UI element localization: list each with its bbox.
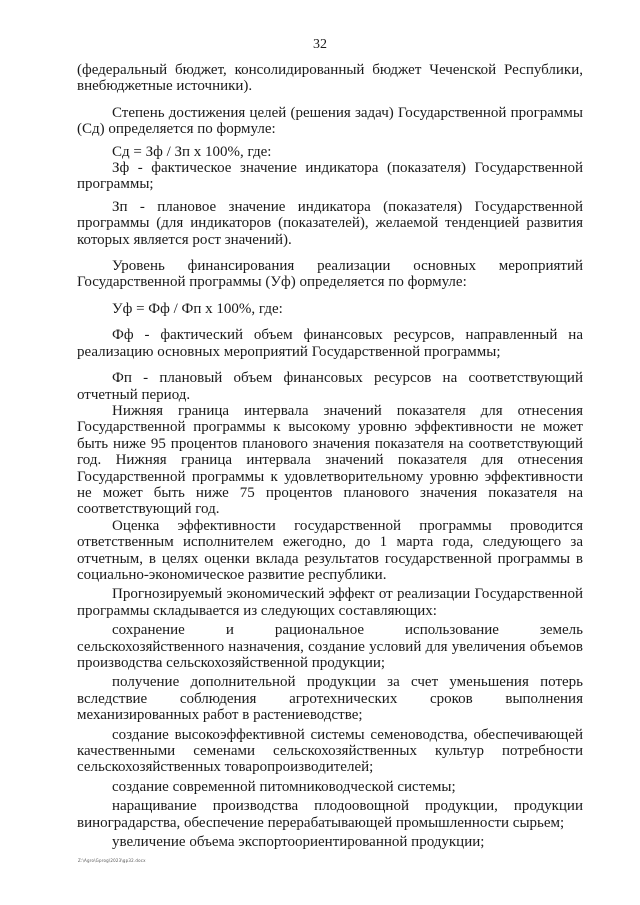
- paragraph-funding-level: Уровень финансирования реализации основных мероприятий Государственной программы (Уф) определяется по формуле:: [77, 258, 583, 291]
- page-number: 32: [313, 37, 327, 52]
- footer-file-path: Z:\Agro\Gprog\2023\gp32.docx: [78, 858, 146, 863]
- paragraph-goal-achievement: Степень достижения целей (решения задач) Государственной программы (Сд) определяется по формуле:: [77, 104, 583, 138]
- formula-sd: Сд = Зф / Зп х 100%, где:: [112, 143, 272, 160]
- formula-uf: Уф = Фф / Фп х 100%, где:: [112, 300, 283, 317]
- paragraph-evaluation: Оценка эффективности государственной программы проводится ответственным исполнителем ежегодно, до 1 марта года, следующего за отчетным, в целях оценки вклада результатов государственной программы в социально-экономическое развитие республики.: [77, 517, 583, 583]
- definition-zf: Зф - фактическое значение индикатора (показателя) Государственной программы;: [77, 160, 583, 193]
- list-item-export-growth: увеличение объема экспортоориентированной продукции;: [112, 834, 485, 851]
- document-body: [77, 62, 583, 850]
- list-item-seed-system: создание высокоэффективной системы семеноводства, обеспечивающей качественными семенами сельскохозяйственных культур потребности сельскохозяйственных товаропроизводителей;: [77, 726, 583, 776]
- list-item-nursery-system: создание современной питомниководческой системы;: [112, 778, 456, 795]
- definition-zp: Зп - плановое значение индикатора (показателя) Государственной программы (для индикаторов (показателей), желаемой тенденцией развития которых является рост значений).: [77, 198, 583, 248]
- paragraph-expected-effect: Прогнозируемый экономический эффект от реализации Государственной программы складывается из следующих составляющих:: [77, 586, 583, 619]
- list-item-fruit-vegetable-production: наращивание производства плодоовощной продукции, продукции виноградарства, обеспечение перерабатывающей промышленности сырьем;: [77, 798, 583, 831]
- definition-ff: Фф - фактический объем финансовых ресурсов, направленный на реализацию основных мероприятий Государственной программы;: [77, 327, 583, 360]
- paragraph-funding-sources: (федеральный бюджет, консолидированный бюджет Чеченской Республики, внебюджетные источники).: [77, 62, 583, 95]
- list-item-additional-production: получение дополнительной продукции за счет уменьшения потерь вследствие соблюдения агротехнических сроков выполнения механизированных работ в растениеводстве;: [77, 674, 583, 724]
- paragraph-efficiency-thresholds: Нижняя граница интервала значений показателя для отнесения Государственной программы к высокому уровню эффективности не может быть ниже 95 процентов планового значения показателя на соответствующий год. Нижняя граница интервала значений показателя для отнесения Государственной программы к удовлетворительному уровню эффективности не может быть ниже 75 процентов планового значения показателя на соответствующий год.: [77, 402, 583, 518]
- list-item-land-preservation: сохранение и рациональное использование земель сельскохозяйственного назначения, создание условий для увеличения объемов производства сельскохозяйственной продукции;: [77, 622, 583, 671]
- definition-fp: Фп - плановый объем финансовых ресурсов на соответствующий отчетный период.: [77, 370, 583, 403]
